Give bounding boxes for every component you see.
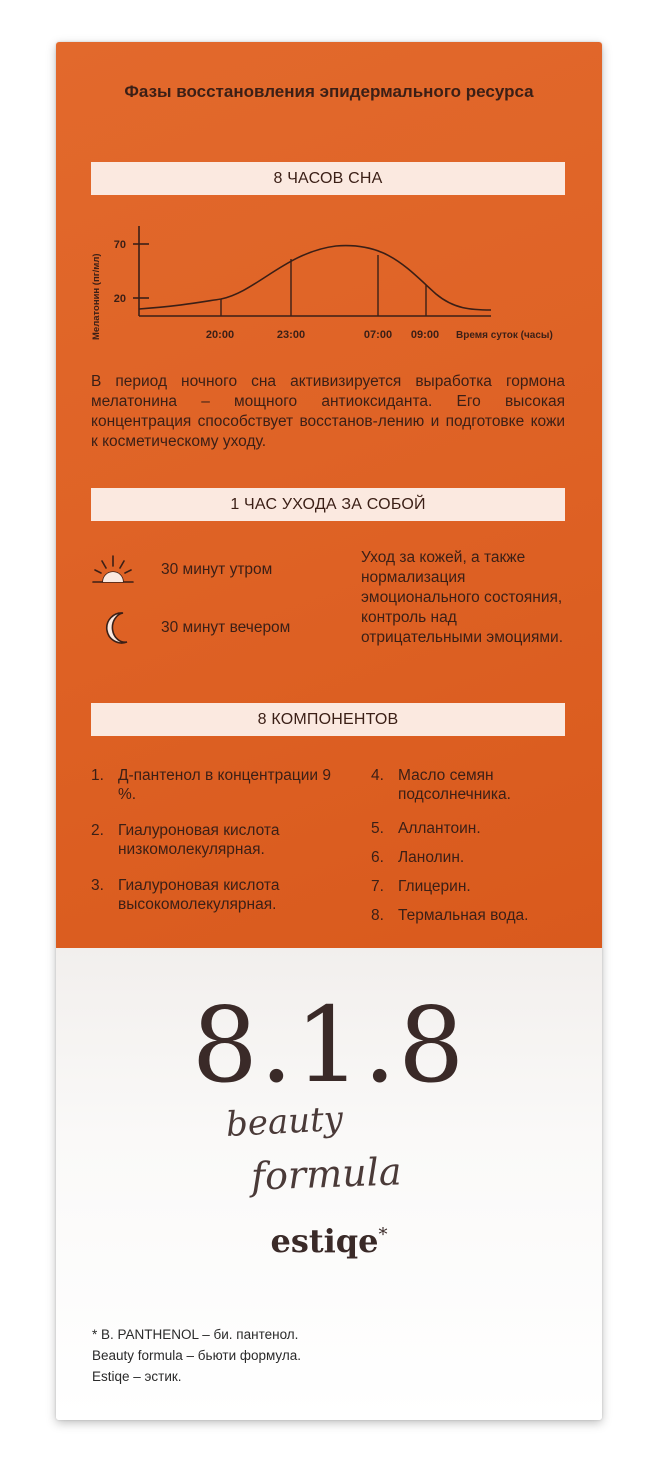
logo-script-formula: formula [250,1149,403,1199]
chart-ylabel: Мелатонин (пг/мл) [91,253,102,340]
list-item: 3. Гиалуроновая кислота высокомолекулярная. [91,877,280,913]
sleep-band: 8 ЧАСОВ СНА [91,162,565,195]
list-item: 1. Д-пантенол в концентрации 9 %. [91,767,331,803]
brand-logo: estiqe* [270,1222,388,1260]
care-description: Уход за кожей, а также нормализация эмоционального состояния, контроль над отрицательными эмоциями. [361,549,564,646]
moon-icon [103,610,133,646]
list-item: 7. Глицерин. [371,878,471,895]
ytick-label-20: 20 [113,293,126,305]
xtick-label-2300: 23:00 [276,329,306,341]
orange-panel [56,42,602,948]
xtick-label-0900: 09:00 [410,329,440,341]
list-item: 2. Гиалуроновая кислота низкомолекулярная. [91,822,280,858]
list-item: 5. Аллантоин. [371,820,481,837]
xtick-label-2000: 20:00 [205,329,235,341]
components-list-right [371,766,571,925]
product-box [56,42,602,1420]
morning-row [91,554,272,586]
melatonin-chart [86,222,576,347]
footnote-line: Beauty formula – бьюти формула. [92,1348,302,1363]
morning-label: 30 минут утром [161,561,273,578]
care-band: 1 ЧАС УХОДА ЗА СОБОЙ [91,488,565,521]
footnote-line: Estiqe – эстик. [92,1369,182,1384]
chart-xlabel: Время суток (часы) [456,330,553,341]
xtick-label-0700: 07:00 [363,329,393,341]
sunrise-icon [91,554,135,586]
components-list-left [91,766,336,914]
evening-row [103,610,290,646]
evening-label: 30 минут вечером [161,619,291,636]
panel-title: Фазы восстановления эпидермального ресурса [124,82,534,101]
list-item: 8. Термальная вода. [371,907,529,924]
list-item: 4. Масло семян подсолнечника. [371,767,511,803]
ytick-label-70: 70 [113,239,126,251]
footnote-line: * B. PANTHENOL – би. пантенол. [92,1327,299,1342]
list-item: 6. Ланолин. [371,849,465,866]
logo-script-beauty: beauty [225,1098,344,1146]
footnote [92,1324,301,1387]
sleep-description: В период ночного сна активизируется выработка гормона мелатонина – мощного антиоксиданта. Его высокая концентрация способствует восстанов-лению и подготовке кожи к косметическому уходу. [91,373,565,450]
melatonin-curve [139,246,491,310]
components-band: 8 КОМПОНЕНТОВ [91,703,565,736]
brand-number-logo: 8.1.8 [191,984,467,1106]
